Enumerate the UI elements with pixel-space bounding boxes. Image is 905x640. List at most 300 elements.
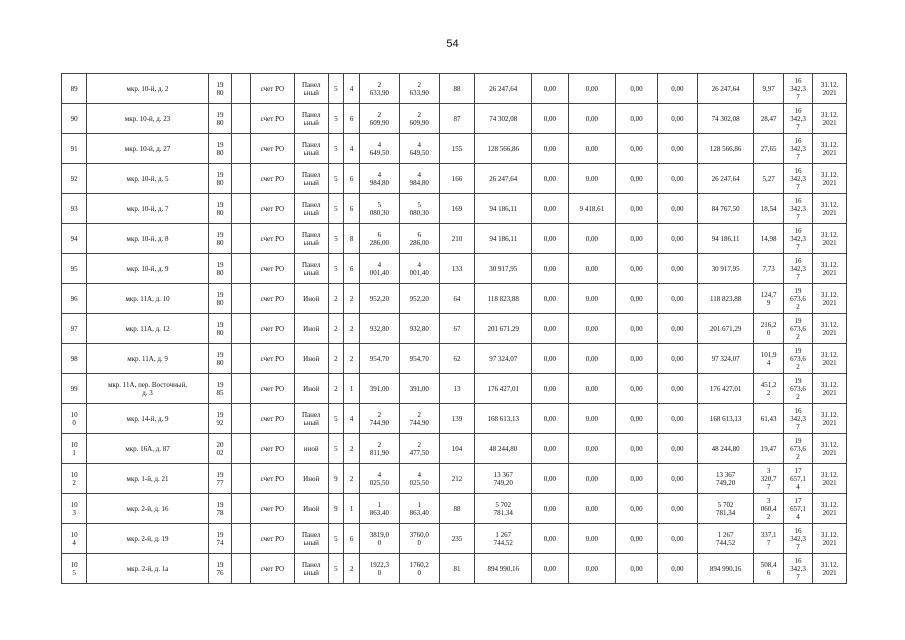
total-area-cell: 2 609,90 <box>359 104 399 134</box>
cost-fund-cell: 0,00 <box>532 194 569 224</box>
cost-total-cell: 26 247,64 <box>697 74 754 104</box>
residents-cell: 212 <box>439 464 475 494</box>
cost-per-sqm-cell: 27,65 <box>754 134 783 164</box>
cost-municipal-cell: 0,00 <box>615 554 657 584</box>
entrances-cell: 1 <box>344 374 360 404</box>
cost-municipal-cell: 0,00 <box>615 164 657 194</box>
housing-table <box>61 73 847 584</box>
cost-total-cell: 48 244,80 <box>697 434 754 464</box>
deadline-cell: 31.12. 2021 <box>813 104 847 134</box>
cost-fund-cell: 0,00 <box>532 224 569 254</box>
cost-municipal-cell: 0,00 <box>615 374 657 404</box>
wall-material-cell: Панел ьный <box>294 254 328 284</box>
cost-total-cell: 13 367 749,20 <box>697 464 754 494</box>
cost-regional-cell: 0,00 <box>568 434 615 464</box>
wall-material-cell: Панел ьный <box>294 224 328 254</box>
residential-area-cell: 932,80 <box>399 314 439 344</box>
cost-municipal-cell: 0,00 <box>615 464 657 494</box>
table-row <box>62 554 847 584</box>
row-number-cell: 10 3 <box>62 494 87 524</box>
row-number-cell: 10 4 <box>62 524 87 554</box>
table-row <box>62 464 847 494</box>
cost-regional-cell: 0,00 <box>568 464 615 494</box>
blank-cell-cell <box>231 104 250 134</box>
cost-owners-cell: 0,00 <box>657 164 697 194</box>
residents-cell: 155 <box>439 134 475 164</box>
construction-year-cell: 19 80 <box>208 254 231 284</box>
cost-per-sqm-cell: 19,47 <box>754 434 783 464</box>
cost-per-sqm-cell: 14,98 <box>754 224 783 254</box>
cost-total-cell: 97 324,07 <box>697 344 754 374</box>
wall-material-cell: Иной <box>294 494 328 524</box>
wall-material-cell: иной <box>294 434 328 464</box>
cost-fund-cell: 0,00 <box>532 524 569 554</box>
entrances-cell: 2 <box>344 434 360 464</box>
cost-owners-cell: 0,00 <box>657 524 697 554</box>
entrances-cell: 6 <box>344 524 360 554</box>
cost-fund-cell: 0,00 <box>532 494 569 524</box>
cost-municipal-cell: 0,00 <box>615 404 657 434</box>
floors-cell: 5 <box>328 164 344 194</box>
cost-municipal-cell: 0,00 <box>615 284 657 314</box>
cost-total-cell: 26 247,64 <box>697 164 754 194</box>
cost-per-sqm-cell: 101,9 4 <box>754 344 783 374</box>
cost-limit-cell: 16 342,3 7 <box>783 254 812 284</box>
construction-year-cell: 19 80 <box>208 134 231 164</box>
row-number-cell: 95 <box>62 254 87 284</box>
cost-owners-cell: 0,00 <box>657 554 697 584</box>
total-cost-cell: 168 613,13 <box>475 404 532 434</box>
total-cost-cell: 118 823,88 <box>475 284 532 314</box>
cost-total-cell: 30 917,95 <box>697 254 754 284</box>
deadline-cell: 31.12. 2021 <box>813 494 847 524</box>
row-number-cell: 97 <box>62 314 87 344</box>
total-cost-cell: 97 324,07 <box>475 344 532 374</box>
cost-owners-cell: 0,00 <box>657 194 697 224</box>
cost-regional-cell: 0,00 <box>568 164 615 194</box>
address-cell: мкр. 10-й, д. 23 <box>87 104 209 134</box>
cost-total-cell: 1 267 744,52 <box>697 524 754 554</box>
wall-material-cell: Иной <box>294 284 328 314</box>
blank-cell-cell <box>231 464 250 494</box>
blank-cell-cell <box>231 164 250 194</box>
total-area-cell: 932,80 <box>359 314 399 344</box>
fund-method-cell: счет РО <box>250 104 294 134</box>
construction-year-cell: 19 80 <box>208 74 231 104</box>
deadline-cell: 31.12. 2021 <box>813 344 847 374</box>
deadline-cell: 31.12. 2021 <box>813 434 847 464</box>
wall-material-cell: Панел ьный <box>294 194 328 224</box>
cost-limit-cell: 16 342,3 7 <box>783 404 812 434</box>
deadline-cell: 31.12. 2021 <box>813 314 847 344</box>
total-area-cell: 6 286,00 <box>359 224 399 254</box>
deadline-cell: 31.12. 2021 <box>813 524 847 554</box>
address-cell: мкр. 2-й, д. 19 <box>87 524 209 554</box>
blank-cell-cell <box>231 134 250 164</box>
table-row <box>62 284 847 314</box>
blank-cell-cell <box>231 254 250 284</box>
cost-total-cell: 201 671,29 <box>697 314 754 344</box>
blank-cell-cell <box>231 524 250 554</box>
residents-cell: 104 <box>439 434 475 464</box>
floors-cell: 5 <box>328 254 344 284</box>
total-area-cell: 391,00 <box>359 374 399 404</box>
table-row <box>62 314 847 344</box>
wall-material-cell: Панел ьный <box>294 134 328 164</box>
deadline-cell: 31.12. 2021 <box>813 254 847 284</box>
residents-cell: 166 <box>439 164 475 194</box>
wall-material-cell: Панел ьный <box>294 104 328 134</box>
fund-method-cell: счет РО <box>250 164 294 194</box>
construction-year-cell: 19 80 <box>208 224 231 254</box>
cost-fund-cell: 0,00 <box>532 134 569 164</box>
cost-fund-cell: 0,00 <box>532 344 569 374</box>
blank-cell-cell <box>231 434 250 464</box>
floors-cell: 5 <box>328 524 344 554</box>
cost-regional-cell: 0,00 <box>568 134 615 164</box>
floors-cell: 5 <box>328 434 344 464</box>
table-row <box>62 134 847 164</box>
fund-method-cell: счет РО <box>250 194 294 224</box>
floors-cell: 5 <box>328 224 344 254</box>
cost-fund-cell: 0,00 <box>532 314 569 344</box>
cost-municipal-cell: 0,00 <box>615 344 657 374</box>
cost-limit-cell: 17 657,1 4 <box>783 494 812 524</box>
cost-limit-cell: 19 673,6 2 <box>783 434 812 464</box>
construction-year-cell: 19 80 <box>208 164 231 194</box>
cost-municipal-cell: 0,00 <box>615 74 657 104</box>
total-area-cell: 954,70 <box>359 344 399 374</box>
blank-cell-cell <box>231 374 250 404</box>
construction-year-cell: 19 92 <box>208 404 231 434</box>
total-cost-cell: 94 186,11 <box>475 224 532 254</box>
floors-cell: 2 <box>328 344 344 374</box>
construction-year-cell: 19 80 <box>208 284 231 314</box>
entrances-cell: 6 <box>344 164 360 194</box>
floors-cell: 9 <box>328 464 344 494</box>
row-number-cell: 10 5 <box>62 554 87 584</box>
total-cost-cell: 894 990,16 <box>475 554 532 584</box>
cost-limit-cell: 16 342,3 7 <box>783 224 812 254</box>
total-area-cell: 3819,0 0 <box>359 524 399 554</box>
cost-fund-cell: 0,00 <box>532 464 569 494</box>
row-number-cell: 89 <box>62 74 87 104</box>
floors-cell: 5 <box>328 404 344 434</box>
cost-limit-cell: 16 342,3 7 <box>783 554 812 584</box>
cost-owners-cell: 0,00 <box>657 494 697 524</box>
residents-cell: 139 <box>439 404 475 434</box>
cost-owners-cell: 0,00 <box>657 134 697 164</box>
construction-year-cell: 19 85 <box>208 374 231 404</box>
cost-per-sqm-cell: 28,47 <box>754 104 783 134</box>
blank-cell-cell <box>231 284 250 314</box>
residential-area-cell: 3760,0 0 <box>399 524 439 554</box>
total-area-cell: 5 080,30 <box>359 194 399 224</box>
wall-material-cell: Панел ьный <box>294 404 328 434</box>
total-area-cell: 952,20 <box>359 284 399 314</box>
table-row <box>62 344 847 374</box>
row-number-cell: 92 <box>62 164 87 194</box>
residents-cell: 67 <box>439 314 475 344</box>
residential-area-cell: 4 025,50 <box>399 464 439 494</box>
blank-cell-cell <box>231 554 250 584</box>
address-cell: мкр. 10-й, д. 27 <box>87 134 209 164</box>
entrances-cell: 2 <box>344 284 360 314</box>
entrances-cell: 4 <box>344 74 360 104</box>
deadline-cell: 31.12. 2021 <box>813 224 847 254</box>
total-cost-cell: 74 302,08 <box>475 104 532 134</box>
cost-total-cell: 894 990,16 <box>697 554 754 584</box>
cost-municipal-cell: 0,00 <box>615 254 657 284</box>
total-area-cell: 2 811,90 <box>359 434 399 464</box>
cost-owners-cell: 0,00 <box>657 254 697 284</box>
blank-cell-cell <box>231 314 250 344</box>
cost-municipal-cell: 0,00 <box>615 134 657 164</box>
cost-limit-cell: 19 673,6 2 <box>783 344 812 374</box>
construction-year-cell: 19 77 <box>208 464 231 494</box>
blank-cell-cell <box>231 224 250 254</box>
cost-per-sqm-cell: 124,7 9 <box>754 284 783 314</box>
cost-per-sqm-cell: 216,2 0 <box>754 314 783 344</box>
cost-owners-cell: 0,00 <box>657 104 697 134</box>
address-cell: мкр. 1-й, д. 21 <box>87 464 209 494</box>
table-row <box>62 104 847 134</box>
construction-year-cell: 20 02 <box>208 434 231 464</box>
fund-method-cell: счет РО <box>250 254 294 284</box>
cost-per-sqm-cell: 18,54 <box>754 194 783 224</box>
table-row <box>62 254 847 284</box>
cost-owners-cell: 0,00 <box>657 374 697 404</box>
entrances-cell: 6 <box>344 194 360 224</box>
deadline-cell: 31.12. 2021 <box>813 374 847 404</box>
cost-per-sqm-cell: 61,43 <box>754 404 783 434</box>
cost-per-sqm-cell: 3 060,4 2 <box>754 494 783 524</box>
residential-area-cell: 1 863,40 <box>399 494 439 524</box>
entrances-cell: 4 <box>344 134 360 164</box>
cost-limit-cell: 16 342,3 7 <box>783 74 812 104</box>
cost-limit-cell: 16 342,3 7 <box>783 134 812 164</box>
wall-material-cell: Иной <box>294 344 328 374</box>
cost-limit-cell: 16 342,3 7 <box>783 104 812 134</box>
total-cost-cell: 26 247,64 <box>475 164 532 194</box>
total-area-cell: 1 863,40 <box>359 494 399 524</box>
floors-cell: 5 <box>328 554 344 584</box>
cost-per-sqm-cell: 3 320,7 7 <box>754 464 783 494</box>
cost-regional-cell: 0,00 <box>568 104 615 134</box>
row-number-cell: 98 <box>62 344 87 374</box>
fund-method-cell: счет РО <box>250 464 294 494</box>
residents-cell: 13 <box>439 374 475 404</box>
cost-limit-cell: 19 673,6 2 <box>783 374 812 404</box>
total-cost-cell: 201 671,29 <box>475 314 532 344</box>
address-cell: мкр. 2-й, д. 16 <box>87 494 209 524</box>
construction-year-cell: 19 74 <box>208 524 231 554</box>
floors-cell: 2 <box>328 374 344 404</box>
cost-fund-cell: 0,00 <box>532 434 569 464</box>
wall-material-cell: Панел ьный <box>294 74 328 104</box>
residential-area-cell: 2 477,50 <box>399 434 439 464</box>
floors-cell: 5 <box>328 74 344 104</box>
entrances-cell: 8 <box>344 224 360 254</box>
table-row <box>62 74 847 104</box>
blank-cell-cell <box>231 344 250 374</box>
construction-year-cell: 19 78 <box>208 494 231 524</box>
cost-owners-cell: 0,00 <box>657 344 697 374</box>
address-cell: мкр. 11А, д. 10 <box>87 284 209 314</box>
floors-cell: 5 <box>328 134 344 164</box>
cost-regional-cell: 0,00 <box>568 374 615 404</box>
cost-per-sqm-cell: 508,4 6 <box>754 554 783 584</box>
cost-owners-cell: 0,00 <box>657 74 697 104</box>
table-row <box>62 524 847 554</box>
construction-year-cell: 19 80 <box>208 194 231 224</box>
cost-per-sqm-cell: 337,1 7 <box>754 524 783 554</box>
entrances-cell: 1 <box>344 494 360 524</box>
row-number-cell: 10 0 <box>62 404 87 434</box>
floors-cell: 2 <box>328 284 344 314</box>
fund-method-cell: счет РО <box>250 494 294 524</box>
construction-year-cell: 19 80 <box>208 314 231 344</box>
cost-owners-cell: 0,00 <box>657 314 697 344</box>
cost-regional-cell: 0,00 <box>568 554 615 584</box>
cost-regional-cell: 0,00 <box>568 524 615 554</box>
cost-regional-cell: 0,00 <box>568 344 615 374</box>
cost-limit-cell: 17 657,1 4 <box>783 464 812 494</box>
entrances-cell: 4 <box>344 404 360 434</box>
fund-method-cell: счет РО <box>250 74 294 104</box>
wall-material-cell: Иной <box>294 374 328 404</box>
row-number-cell: 10 2 <box>62 464 87 494</box>
total-area-cell: 2 633,90 <box>359 74 399 104</box>
total-area-cell: 2 744,90 <box>359 404 399 434</box>
table-row <box>62 494 847 524</box>
residents-cell: 88 <box>439 494 475 524</box>
deadline-cell: 31.12. 2021 <box>813 164 847 194</box>
row-number-cell: 93 <box>62 194 87 224</box>
cost-fund-cell: 0,00 <box>532 254 569 284</box>
residential-area-cell: 2 609,90 <box>399 104 439 134</box>
total-area-cell: 4 025,50 <box>359 464 399 494</box>
cost-owners-cell: 0,00 <box>657 284 697 314</box>
wall-material-cell: Панел ьный <box>294 554 328 584</box>
address-cell: мкр. 10-й, д. 2 <box>87 74 209 104</box>
fund-method-cell: счет РО <box>250 344 294 374</box>
residential-area-cell: 2 633,90 <box>399 74 439 104</box>
residential-area-cell: 954,70 <box>399 344 439 374</box>
address-cell: мкр. 10-й, д. 9 <box>87 254 209 284</box>
cost-per-sqm-cell: 5,27 <box>754 164 783 194</box>
total-cost-cell: 94 186,11 <box>475 194 532 224</box>
total-area-cell: 4 001,40 <box>359 254 399 284</box>
deadline-cell: 31.12. 2021 <box>813 284 847 314</box>
total-area-cell: 4 649,50 <box>359 134 399 164</box>
cost-total-cell: 118 823,88 <box>697 284 754 314</box>
row-number-cell: 90 <box>62 104 87 134</box>
total-area-cell: 1922,3 0 <box>359 554 399 584</box>
cost-limit-cell: 19 673,6 2 <box>783 284 812 314</box>
fund-method-cell: счет РО <box>250 284 294 314</box>
total-cost-cell: 128 566,86 <box>475 134 532 164</box>
total-area-cell: 4 984,80 <box>359 164 399 194</box>
cost-per-sqm-cell: 451,2 2 <box>754 374 783 404</box>
fund-method-cell: счет РО <box>250 524 294 554</box>
residents-cell: 87 <box>439 104 475 134</box>
cost-total-cell: 94 186,11 <box>697 224 754 254</box>
cost-total-cell: 74 302,08 <box>697 104 754 134</box>
residents-cell: 64 <box>439 284 475 314</box>
cost-regional-cell: 0,00 <box>568 224 615 254</box>
row-number-cell: 10 1 <box>62 434 87 464</box>
construction-year-cell: 19 80 <box>208 344 231 374</box>
address-cell: мкр. 2-й, д. 1а <box>87 554 209 584</box>
cost-regional-cell: 0,00 <box>568 254 615 284</box>
address-cell: мкр. 10-й, д. 5 <box>87 164 209 194</box>
entrances-cell: 2 <box>344 554 360 584</box>
cost-total-cell: 168 613,13 <box>697 404 754 434</box>
floors-cell: 5 <box>328 194 344 224</box>
blank-cell-cell <box>231 404 250 434</box>
cost-regional-cell: 0,00 <box>568 404 615 434</box>
cost-total-cell: 176 427,01 <box>697 374 754 404</box>
address-cell: мкр. 11А, пер. Восточный, д. 3 <box>87 374 209 404</box>
cost-fund-cell: 0,00 <box>532 104 569 134</box>
cost-owners-cell: 0,00 <box>657 404 697 434</box>
cost-municipal-cell: 0,00 <box>615 434 657 464</box>
address-cell: мкр. 10-й, д. 8 <box>87 224 209 254</box>
wall-material-cell: Панел ьный <box>294 164 328 194</box>
cost-limit-cell: 19 673,6 2 <box>783 314 812 344</box>
cost-regional-cell: 0,00 <box>568 314 615 344</box>
cost-fund-cell: 0,00 <box>532 284 569 314</box>
total-cost-cell: 26 247,64 <box>475 74 532 104</box>
cost-fund-cell: 0,00 <box>532 164 569 194</box>
cost-regional-cell: 0,00 <box>568 494 615 524</box>
cost-limit-cell: 16 342,3 7 <box>783 164 812 194</box>
cost-municipal-cell: 0,00 <box>615 104 657 134</box>
residents-cell: 169 <box>439 194 475 224</box>
wall-material-cell: Иной <box>294 314 328 344</box>
deadline-cell: 31.12. 2021 <box>813 554 847 584</box>
entrances-cell: 6 <box>344 254 360 284</box>
fund-method-cell: счет РО <box>250 404 294 434</box>
total-cost-cell: 48 244,80 <box>475 434 532 464</box>
residents-cell: 235 <box>439 524 475 554</box>
residential-area-cell: 952,20 <box>399 284 439 314</box>
residential-area-cell: 4 649,50 <box>399 134 439 164</box>
table-row <box>62 194 847 224</box>
residents-cell: 62 <box>439 344 475 374</box>
fund-method-cell: счет РО <box>250 314 294 344</box>
table-row <box>62 374 847 404</box>
floors-cell: 2 <box>328 314 344 344</box>
total-cost-cell: 13 367 749,20 <box>475 464 532 494</box>
residential-area-cell: 4 001,40 <box>399 254 439 284</box>
residential-area-cell: 391,00 <box>399 374 439 404</box>
cost-regional-cell: 0,00 <box>568 74 615 104</box>
total-cost-cell: 5 702 781,34 <box>475 494 532 524</box>
blank-cell-cell <box>231 494 250 524</box>
cost-municipal-cell: 0,00 <box>615 314 657 344</box>
deadline-cell: 31.12. 2021 <box>813 74 847 104</box>
address-cell: мкр. 10-й, д. 7 <box>87 194 209 224</box>
row-number-cell: 96 <box>62 284 87 314</box>
row-number-cell: 91 <box>62 134 87 164</box>
cost-regional-cell: 0,00 <box>568 284 615 314</box>
address-cell: мкр. 14-й, д. 9 <box>87 404 209 434</box>
cost-fund-cell: 0,00 <box>532 374 569 404</box>
residential-area-cell: 6 286,00 <box>399 224 439 254</box>
blank-cell-cell <box>231 74 250 104</box>
